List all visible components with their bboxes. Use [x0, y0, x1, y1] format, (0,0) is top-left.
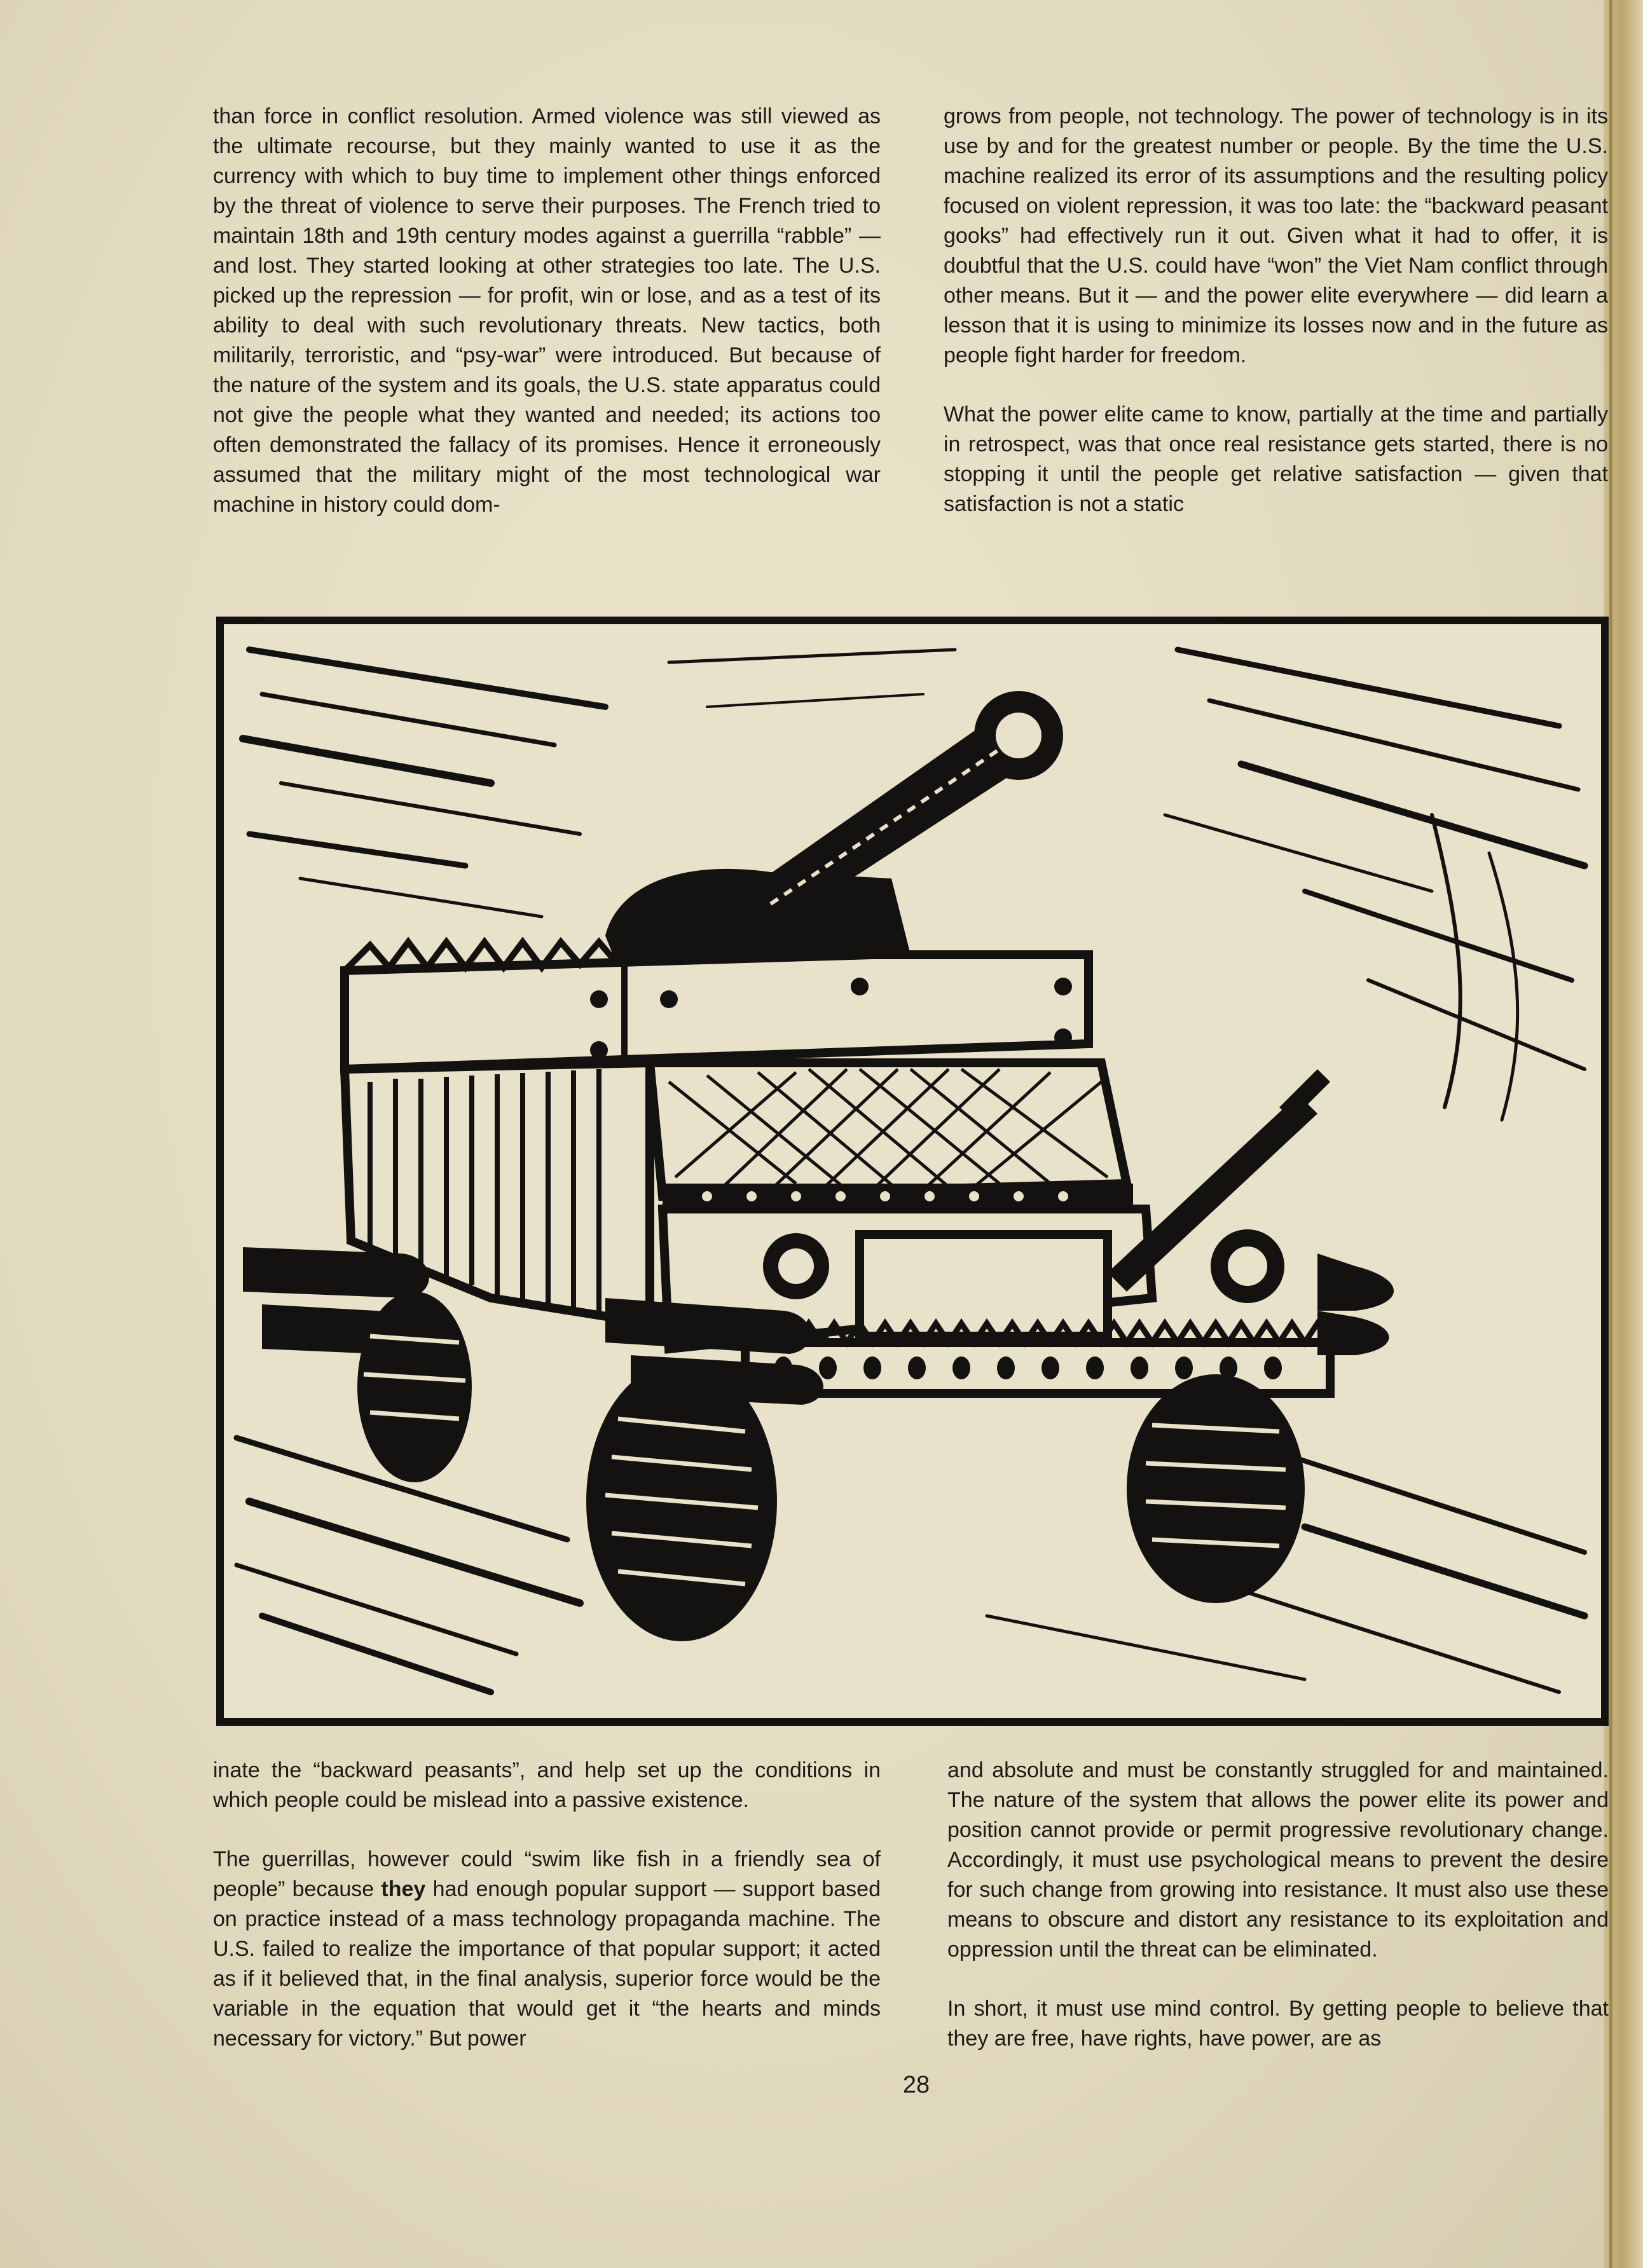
emphasis-text: they — [381, 1877, 426, 1901]
truck-body — [345, 942, 1330, 1393]
paragraph: grows from people, not technology. The power of technology is in its use by and for the greatest number or people. By the time the U.S. machine realized its error of its assumptions and the resulting policy focused on violent repression, it was too late: the “backward peasant gooks” had effectively run it out. Given what it had to offer, it is doubtful that the U.S. could have “won” the Viet Nam conflict through other means. But it — and the power elite everywhere — did learn a lesson that it is using to minimize its losses now and in the future as people fight harder for freedom. — [944, 104, 1608, 367]
text-column-top-left — [213, 102, 881, 520]
paragraph: inate the “backward peasants”, and help set up the conditions in which people could be mislead into a passive existence. — [213, 1758, 881, 1812]
paragraph: In short, it must use mind control. By getting people to believe that they are free, have rights, have power, are as — [947, 1997, 1609, 2051]
paragraph: than force in conflict resolution. Armed violence was still viewed as the ultimate recourse, but they mainly wanted to use it as the currency with which to buy time to implement other things enforced by the threat of violence to serve their purposes. The French tried to maintain 18th and 19th century modes against a guerrilla “rabble” — and lost. They started looking at other strategies too late. The U.S. picked up the repression — for profit, win or lose, and as a test of its ability to deal with such revolutionary threats. New tactics, both militarily, terroristic, and “psy-war” were introduced. But because of the nature of the system and its goals, the U.S. state apparatus could not give the people what they wanted and needed; its actions too often demonstrated the fallacy of its promises. Hence it erroneously assumed that the military might of the most technological war machine in history could dom- — [213, 104, 881, 517]
page-number: 28 — [902, 2072, 930, 2098]
paragraph: and absolute and must be constantly struggled for and maintained. The nature of the system that allows the power elite its power and position cannot provide or permit progressive revolutionary change. Accordingly, it must use psychological means to prevent the desire for such change from growing into resistance. It must also use these means to obscure and distort any resistance to its exploitation and oppression until the threat can be eliminated. — [947, 1758, 1609, 1962]
armored-truck-drawing — [224, 624, 1601, 1718]
paragraph — [213, 1845, 881, 2054]
text-column-bottom-left — [213, 1756, 881, 2054]
paragraph: What the power elite came to know, partially at the time and partially in retrospect, was that once real resistance gets started, there is no stopping it until the people get relative satisfaction — given that satisfaction is not a static — [944, 402, 1608, 516]
cannon — [605, 691, 1063, 967]
armored-truck-illustration — [216, 617, 1609, 1726]
text-column-bottom-right — [947, 1756, 1609, 2054]
binding-spine-edge — [1609, 0, 1612, 2268]
paragraph-text: The guerrillas, however could “swim like fish in a friendly sea of people” because — [213, 1847, 881, 1901]
text-column-top-right — [944, 102, 1608, 519]
paragraph-text: had enough popular support — support based on practice instead of a mass technology propaganda machine. The U.S. failed to realize the importance of that popular support; it acted as if it believed that, in the final analysis, superior force would be the variable in the equation that would get it “the hearts and minds necessary for victory.” But power — [213, 1877, 881, 2051]
